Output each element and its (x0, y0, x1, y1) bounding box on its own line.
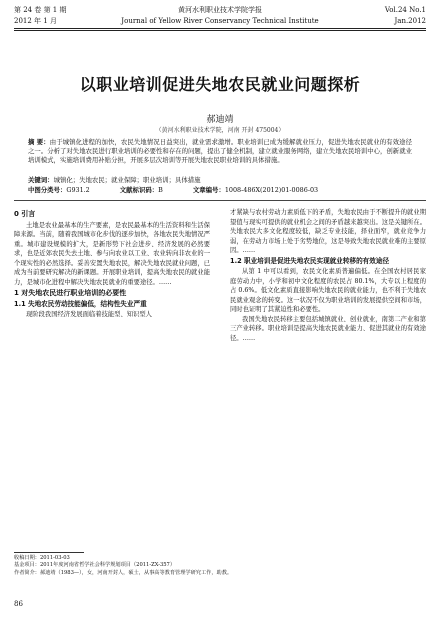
abstract-text: 由于城镇化进程的加快，农民失地情况日益突出，就业需求激增。职业培训已成为缓解就业压力，促进失地农民就业的有效途径之一。分析了对失地农民进行职业培训的必要性和存在的问题，提出了健全机制，建立就业服务网络，建立失地农民培训中心，创新就业培训模式，实施培训费用补贴分担，开展多层次培训等开展失地农民职业培训的具体措施。 (28, 138, 412, 164)
header-rule-thin (14, 30, 426, 31)
running-header (14, 4, 426, 38)
article-no-value: 1008-486X(2012)01-0086-03 (224, 186, 319, 194)
abstract (28, 138, 412, 165)
keywords-text: 城镇化；失地农民；就业保障；职业培训；具体措施 (53, 176, 201, 184)
date-en: Jan.2012 (394, 17, 426, 25)
classification-row (28, 186, 412, 195)
section-heading-1: 1 对失地农民进行职业培训的必要性 (14, 289, 127, 297)
doc-code-value: B (158, 186, 163, 194)
volume-en: Vol.24 No.1 (384, 6, 426, 14)
footnotes (14, 552, 426, 577)
author-affiliation: （黄河水利职业技术学院，河南 开封 475004） (155, 127, 285, 134)
page-number: 86 (14, 600, 23, 608)
section-heading-intro: 0 引言 (14, 210, 36, 218)
journal-en: Journal of Yellow River Conservancy Technical Institute (121, 17, 319, 25)
abstract-label: 摘 要： (28, 138, 50, 146)
article-title: 以职业培训促进失地农民就业问题探析 (79, 75, 361, 94)
body-paragraph: 现阶段我国经济发展面临着技能型、知识型人 (26, 311, 152, 318)
footnote-received: 收稿日期：2011-03-03 (14, 555, 70, 561)
journal-cn: 黄河水利职业技术学院学报 (178, 6, 262, 14)
body-column-right (230, 208, 426, 343)
clc-group (28, 186, 90, 194)
date-cn: 2012 年 1 月 (14, 17, 57, 25)
author-name: 郝迪靖 (206, 115, 234, 125)
footnote-rule (14, 552, 84, 553)
keywords (28, 176, 412, 185)
article-no-label: 文章编号： (192, 186, 225, 194)
clc-value: G931.2 (66, 186, 90, 194)
body-paragraph: 我国失地农民转移主要包括城镇就业、创业就业，南第二产业和第三产业转移。职业培训是提高失地农民就业能力、促进其就业的有效途径。…… (230, 315, 426, 342)
volume-cn: 第 24 卷 第 1 期 (14, 6, 67, 14)
body-column-left (14, 208, 210, 320)
footnote-fund: 基金项目：2011年度河南省哲学社会科学规划项目（2011-ZX-357） (14, 562, 176, 569)
keywords-label: 关键词： (28, 176, 54, 184)
doc-code-label: 文献标识码： (119, 186, 159, 194)
abstract-divider (14, 200, 426, 201)
body-paragraph: 才紧缺与农村劳动力素质低下的矛盾，失地农民由于不断提升的就业期望值与现实可提供的就业机会之间的矛盾越来越突出。这是关键所在。失地农民大多文化程度较低，缺乏专业技能，择业面窄，就业竞争力弱，在劳动力市场上处于劣势地位，这是导致失地农民就业难的主要原因。…… (230, 209, 426, 254)
subsection-heading-1-1: 1.1 失地农民劳动技能偏低，结构性失业严重 (14, 299, 147, 308)
subsection-heading-1-2: 1.2 职业培训是促进失地农民实现就业转移的有效途径 (230, 256, 390, 265)
body-paragraph: 土地是农业最基本的生产要素，是农民最基本的生活资料和生活保障来源。当前，随着我国城市化步伐的逐步加快，各地农民失地情况严重。城市建设规模的扩大，是新形势下社会进步、经济发展的必然要求，也是近郊农民失去土地、参与向农业以工业、农业转向非农业的一个现实性的必然选择。妥善安置失地农民，解决失地农民就业问题，已成为当前要研究解决的新课题。开展职业培训，提高失地农民的就业能力，是城市化进程中解决失地农民就业的重要途径。…… (14, 221, 210, 286)
doc-code-group (120, 186, 163, 194)
article-no-group (193, 186, 318, 194)
footnote-bio: 作者简介：郝迪靖（1983—），女，河南开封人，硕士，从事高等教育管理学研究工作，助教。 (14, 569, 233, 576)
header-rule (14, 28, 426, 29)
clc-label: 中图分类号： (28, 186, 67, 194)
body-paragraph: 从第 1 中可以看到，农民文化素质普遍偏低。在全国农村居民家庭劳动力中，小学和初中文化程度的农民占 80.1%，大专以上程度的占 0.6%。低文化素质直接影响失地农民的就业能力，也不利于失地农民就业观念的转变。这一状况不仅为职业培训的发展提供空间和市场，同时也证明了其紧迫性和必要性。 (230, 268, 426, 313)
